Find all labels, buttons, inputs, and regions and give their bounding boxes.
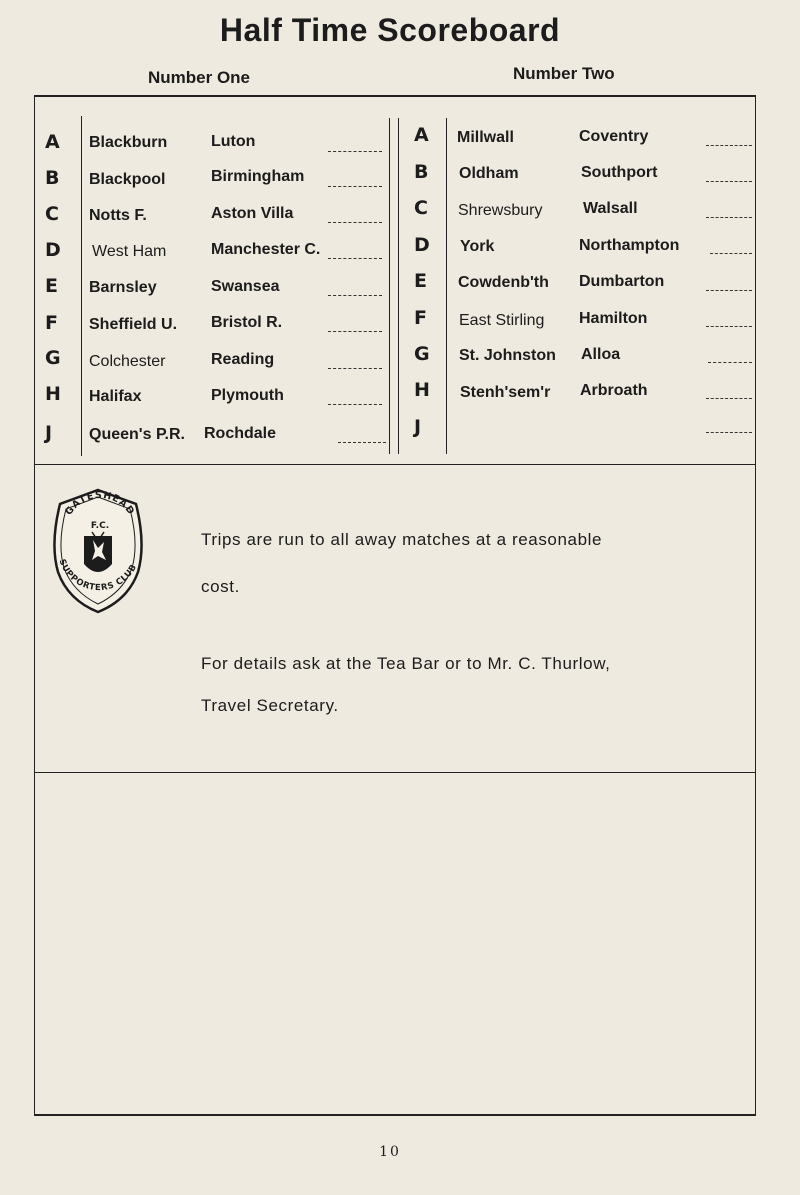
home-team: Millwall — [457, 129, 514, 146]
gateshead-supporters-club-badge — [48, 488, 148, 614]
away-team: Manchester C. — [211, 241, 321, 258]
away-team: Hamilton — [579, 310, 648, 327]
home-team: St. Johnston — [459, 347, 556, 364]
details-text-line-2: Travel Secretary. — [201, 696, 339, 715]
row-letter: C — [414, 197, 428, 219]
home-team: East Stirling — [459, 312, 545, 329]
home-team: York — [460, 238, 495, 255]
score-blank — [706, 398, 752, 399]
row-letter: H — [45, 383, 61, 405]
home-team: Barnsley — [89, 279, 157, 296]
away-team: Walsall — [583, 200, 638, 217]
away-team: Coventry — [579, 128, 649, 145]
home-team: Oldham — [459, 165, 519, 182]
goat-emblem-icon — [84, 532, 112, 572]
score-blank — [706, 290, 752, 291]
number-two-heading: Number Two — [513, 64, 615, 83]
score-blank — [328, 151, 382, 152]
score-blank — [706, 217, 752, 218]
score-blank — [328, 331, 382, 332]
row-letter: E — [45, 275, 58, 297]
home-team: Stenh'sem'r — [460, 384, 551, 401]
section-divider-2 — [35, 772, 755, 773]
badge-fc-text: F.C. — [90, 521, 110, 531]
score-blank — [706, 145, 752, 146]
away-team: Dumbarton — [579, 273, 665, 290]
row-letter: G — [414, 343, 430, 365]
row-letter: J — [45, 422, 53, 444]
right-letter-divider — [446, 118, 447, 454]
details-text-line-1: For details ask at the Tea Bar or to Mr. C. Thurlow, — [201, 654, 611, 673]
home-team: Cowdenb'th — [458, 274, 549, 291]
home-team: Halifax — [89, 388, 142, 405]
section-divider-1 — [35, 464, 755, 465]
away-team: Rochdale — [204, 425, 277, 442]
score-blank — [706, 432, 752, 433]
score-blank — [708, 362, 752, 363]
row-letter: G — [45, 347, 61, 369]
row-letter: B — [414, 161, 429, 183]
center-divider-b — [398, 118, 399, 454]
center-divider-a — [389, 118, 390, 454]
score-blank — [706, 326, 752, 327]
row-letter: C — [45, 203, 59, 225]
home-team: Blackburn — [89, 134, 168, 151]
row-letter: E — [414, 270, 427, 292]
row-letter: A — [414, 124, 429, 146]
row-letter: D — [414, 234, 430, 256]
away-team: Swansea — [211, 278, 280, 295]
home-team: Shrewsbury — [458, 202, 543, 219]
row-letter: A — [45, 131, 60, 153]
away-team: Plymouth — [211, 387, 284, 404]
away-team: Luton — [211, 133, 256, 150]
row-letter: D — [45, 239, 61, 261]
left-letter-divider — [81, 116, 82, 456]
row-letter: H — [414, 379, 430, 401]
number-one-heading: Number One — [148, 68, 251, 87]
away-team: Arbroath — [580, 382, 648, 399]
away-team: Birmingham — [211, 168, 305, 185]
row-letter: F — [414, 307, 427, 329]
page-title: Half Time Scoreboard — [219, 12, 561, 48]
home-team: Colchester — [89, 353, 166, 370]
away-team: Bristol R. — [211, 314, 283, 331]
score-blank — [328, 222, 382, 223]
home-team: Sheffield U. — [89, 316, 178, 333]
home-team: Blackpool — [89, 171, 166, 188]
score-blank — [328, 295, 382, 296]
score-blank — [328, 404, 382, 405]
page-number: 10 — [379, 1144, 401, 1160]
score-blank — [338, 442, 386, 443]
score-blank — [328, 258, 382, 259]
home-team: West Ham — [92, 243, 167, 260]
score-blank — [706, 181, 752, 182]
badge-top-text: GATESHEAD — [63, 489, 137, 518]
away-team: Alloa — [581, 346, 621, 363]
score-blank — [710, 253, 752, 254]
away-team: Reading — [211, 351, 275, 368]
score-blank — [328, 186, 382, 187]
score-blank — [328, 368, 382, 369]
home-team: Notts F. — [89, 207, 147, 224]
trips-text-line-2: cost. — [201, 577, 240, 596]
away-team: Aston Villa — [211, 205, 294, 222]
row-letter: B — [45, 167, 60, 189]
away-team: Southport — [581, 164, 658, 181]
home-team: Queen's P.R. — [89, 426, 185, 443]
row-letter: F — [45, 312, 58, 334]
trips-text-line-1: Trips are run to all away matches at a reasonable — [201, 530, 603, 549]
badge-bottom-text: SUPPORTERS CLUB — [56, 557, 140, 594]
row-letter: J — [414, 416, 422, 438]
away-team: Northampton — [579, 237, 680, 254]
